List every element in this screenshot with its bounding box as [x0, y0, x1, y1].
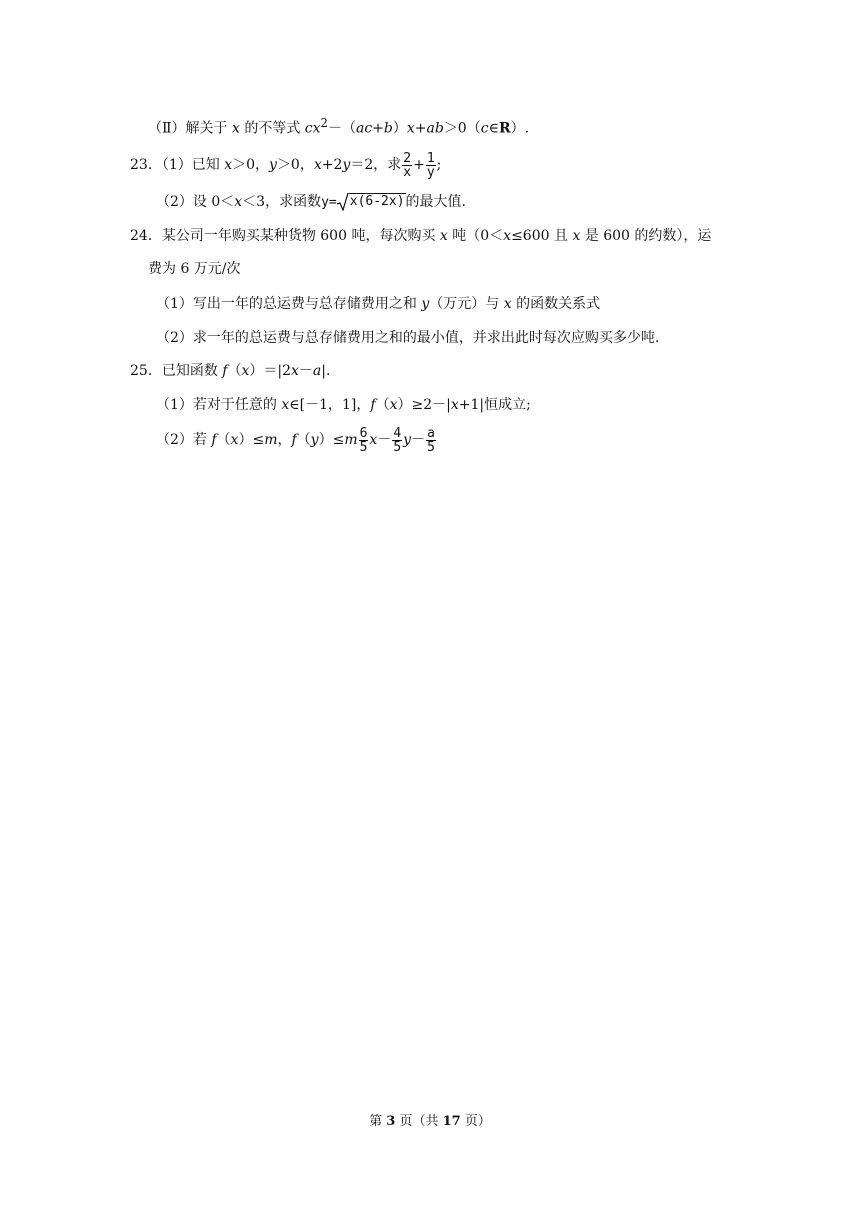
page-footer: 第 3 页（共 17 页）: [369, 1114, 491, 1129]
radical-sign-icon: [337, 193, 349, 211]
q24-stem: 24．某公司一年购买某种货物 600 吨，每次购买 x 吨（0＜x≤600 且 x 是 600 的约数），运: [130, 228, 712, 244]
q23-part2: （2）设 0＜x＜3，求函数y= x(6-2x) 的最大值.: [156, 194, 466, 210]
square-root: x(6-2x): [337, 193, 406, 211]
q25-part1: （1）若对于任意的 x∈[－1，1]，f（x）≥2－|x+1|恒成立;: [156, 397, 531, 413]
q23-part1: 23．（1）已知 x＞0，y＞0，x+2y＝2，求 $\frac{2}{x}$ + $\frac{1}{y}$ ;: [130, 150, 442, 180]
fraction-1-over-y: $\frac{1}{y}$: [426, 150, 435, 180]
q25-stem: 25．已知函数 f（x）＝|2x－a|.: [130, 363, 331, 379]
page-number: 3: [386, 1114, 396, 1129]
question-number: 25．: [130, 363, 162, 379]
q24-part2: （2）求一年的总运费与总存储费用之和的最小值，并求出此时每次应购买多少吨.: [156, 330, 660, 346]
q24-stem-cont: 费为 6 万元/次: [148, 261, 241, 277]
fraction-a-over-5: $\frac{a}{5}$: [427, 425, 435, 455]
fraction-2-over-x: $\frac{2}{x}$: [403, 150, 412, 180]
total-pages: 17: [442, 1114, 461, 1129]
question-number: 23．: [130, 157, 162, 173]
question-number: 24．: [130, 228, 162, 244]
q22-part2: （Ⅱ）解关于 x 的不等式 $cx^2-(ac+b)x+ab>0(c\in R)$.: [148, 116, 530, 137]
fraction-6-over-5: $\frac{6}{5}$: [359, 425, 368, 455]
fraction-4-over-5: $\frac{4}{5}$: [393, 425, 402, 455]
q25-part2: （2）若 f（x）≤m，f（y）≤m $\frac{6}{5}$ x－ $\frac{4}{5}$ y－ $\frac{a}{5}$: [156, 425, 435, 455]
q24-part1: （1）写出一年的总运费与总存储费用之和 y（万元）与 x 的函数关系式: [156, 296, 601, 312]
